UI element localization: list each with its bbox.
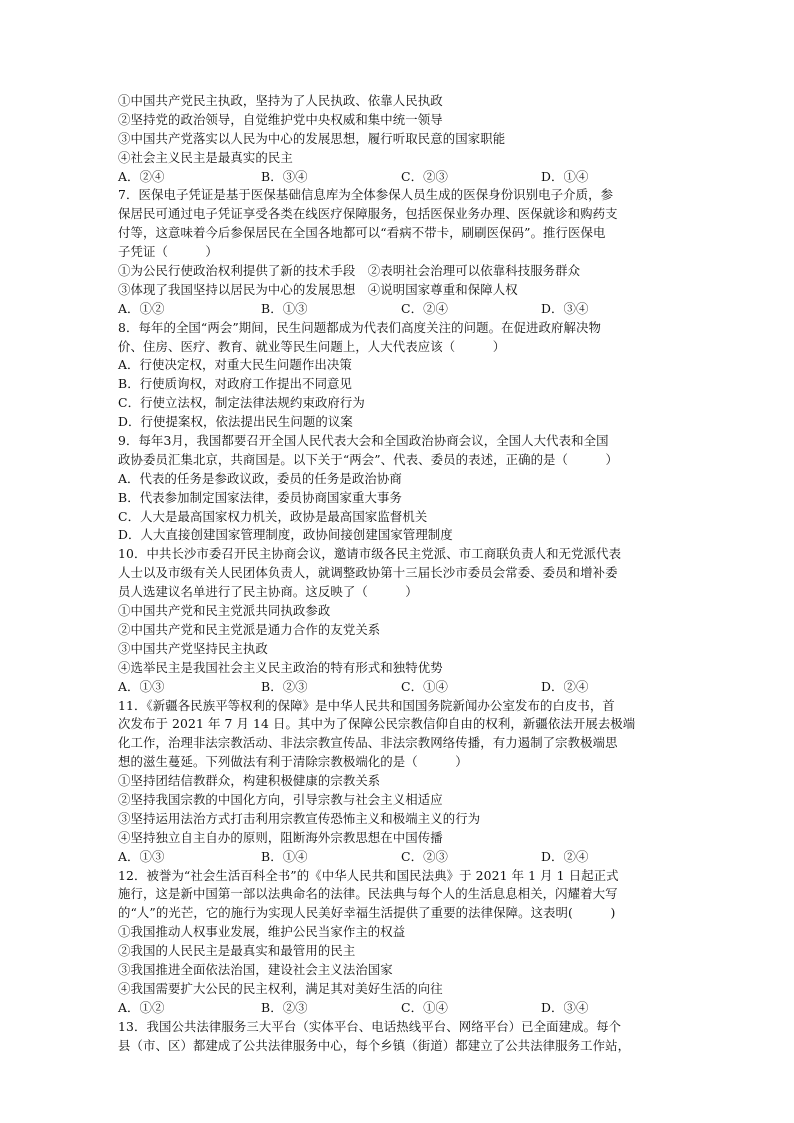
statement: ④我国需要扩大公民的民主权利，满足其对美好生活的向往 <box>118 980 443 996</box>
question-11-options <box>118 848 678 867</box>
option-c: C．①④ <box>401 999 449 1015</box>
statement: ②坚持党的政治领导，自觉维护党中央权威和集中统一领导 <box>118 111 443 127</box>
question-7-options <box>118 300 678 319</box>
question-7 <box>118 186 678 318</box>
option-d: D．②④ <box>541 678 589 694</box>
question-10-options <box>118 678 678 697</box>
statement: ①中国共产党民主执政，坚持为了人民执政、依靠人民执政 <box>118 93 443 108</box>
question-13 <box>118 1018 678 1056</box>
question-stem-line: 子凭证（ ） <box>118 244 218 260</box>
choice: B．行使质询权，对政府工作提出不同意见 <box>118 376 353 392</box>
question-12-options <box>118 999 678 1018</box>
question-12 <box>118 867 678 1018</box>
question-stem-line: 付等，这意味着今后参保居民在全国各地都可以“看病不带卡，刷刷医保码”。推行医保电 <box>118 225 606 241</box>
question-stem-line: 施行，这是新中国第一部以法典命名的法律。民法典与每个人的生活息息相关，闪耀着大写 <box>118 886 618 902</box>
question-stem-line: 10．中共长沙市委召开民主协商会议，邀请市级各民主党派、市工商联负责人和无党派代表 <box>118 546 622 562</box>
statement: ①中国共产党和民主党派共同执政参政 <box>118 603 331 619</box>
choice: A．代表的任务是参政议政，委员的任务是政治协商 <box>118 470 402 486</box>
option-c: C．①④ <box>401 678 449 694</box>
option-c: C．②④ <box>401 300 449 316</box>
question-6-options <box>118 168 678 187</box>
choice: D．行使提案权，依法提出民生问题的议案 <box>118 414 353 430</box>
statement: ②我国的人民民主是最真实和最管用的民主 <box>118 943 356 959</box>
choice: A．行使决定权，对重大民生问题作出决策 <box>118 357 352 373</box>
option-d: D．①④ <box>541 168 589 184</box>
statement: ①为公民行使政治权利提供了新的技术手段 ②表明社会治理可以依靠科技服务群众 <box>118 263 581 279</box>
option-b: B．③④ <box>261 168 308 184</box>
statement: ③中国共产党落实以人民为中心的发展思想，履行听取民意的国家职能 <box>118 130 506 146</box>
choice: C．人大是最高国家权力机关，政协是最高国家监督机关 <box>118 508 428 524</box>
question-stem-line: 的“人”的光芒，它的施行为实现人民美好幸福生活提供了重要的法律保障。这表明( ) <box>118 905 616 921</box>
question-stem-line: 员人选建议名单进行了民主协商。这反映了（ ） <box>118 584 418 600</box>
statement: ①坚持团结信教群众，构建积极健康的宗教关系 <box>118 773 381 789</box>
choice: B．代表参加制定国家法律，委员协商国家重大事务 <box>118 489 402 505</box>
option-b: B．②③ <box>261 999 308 1015</box>
question-stem-line: 化工作，治理非法宗教活动、非法宗教宣传品、非法宗教网络传播，有力遏制了宗教极端思 <box>118 735 618 751</box>
question-stem-line: 价、住房、医疗、教育、就业等民生问题上，人大代表应该（ ） <box>118 338 506 354</box>
question-11 <box>118 697 678 867</box>
choice: D．人大直接创建国家管理制度，政协间接创建国家管理制度 <box>118 527 453 543</box>
statement: ②中国共产党和民主党派是通力合作的友党关系 <box>118 621 381 637</box>
option-d: D．②④ <box>541 848 589 864</box>
question-stem-line: 保居民可通过电子凭证享受各类在线医疗保障服务，包括医保业务办理、医保就诊和购药支 <box>118 206 618 222</box>
option-d: D．③④ <box>541 999 589 1015</box>
question-stem-line: 人士以及市级有关人民团体负责人，就调整政协第十三届长沙市委员会常委、委员和增补委 <box>118 565 618 581</box>
option-a: A．①③ <box>118 678 165 694</box>
question-6-statements <box>118 92 678 168</box>
exam-page <box>118 92 678 1055</box>
option-c: C．②③ <box>401 168 449 184</box>
question-stem-line: 12．被誉为“社会生活百科全书”的《中华人民共和国民法典》于 2021 年 1 月 1 日起正式 <box>118 867 619 883</box>
question-stem-line: 9．每年3月，我国都要召开全国人民代表大会和全国政治协商会议，全国人大代表和全国 <box>118 433 609 449</box>
question-stem-line: 县（市、区）都建成了公共法律服务中心，每个乡镇（街道）都建立了公共法律服务工作站， <box>118 1037 631 1053</box>
question-stem-line: 想的滋生蔓延。下列做法有利于清除宗教极端化的是（ ） <box>118 754 468 770</box>
question-stem-line: 7．医保电子凭证是基于医保基础信息库为全体参保人员生成的医保身份识别电子介质，参 <box>118 187 614 203</box>
question-stem-line: 8．每年的全国“两会”期间，民生问题都成为代表们高度关注的问题。在促进政府解决物 <box>118 319 602 335</box>
question-stem-line: 13．我国公共法律服务三大平台（实体平台、电话热线平台、网络平台）已全面建成。每个 <box>118 1018 622 1034</box>
statement: ④选举民主是我国社会主义民主政治的特有形式和独特优势 <box>118 659 443 675</box>
statement: ①我国推动人权事业发展，维护公民当家作主的权益 <box>118 924 406 940</box>
statement: ③坚持运用法治方式打击利用宗教宣传恐怖主义和极端主义的行为 <box>118 810 481 826</box>
statement: ③我国推进全面依法治国，建设社会主义法治国家 <box>118 961 393 977</box>
option-c: C．②③ <box>401 848 449 864</box>
question-stem-line: 11．《新疆各民族平等权利的保障》是中华人民共和国国务院新闻办公室发布的白皮书，首 <box>118 697 615 713</box>
question-9 <box>118 432 678 545</box>
option-a: A．①② <box>118 300 165 316</box>
option-b: B．①③ <box>261 300 308 316</box>
question-stem-line: 次发布于 2021 年 7 月 14 日。其中为了保障公民宗教信仰自由的权利，新疆依法开展去极端 <box>118 716 636 732</box>
question-8 <box>118 319 678 432</box>
option-a: A．①③ <box>118 848 165 864</box>
question-stem-line: 政协委员汇集北京，共商国是。以下关于“两会”、代表、委员的表述，正确的是（ ） <box>118 451 619 467</box>
choice: C．行使立法权，制定法律法规约束政府行为 <box>118 395 365 411</box>
option-b: B．②③ <box>261 678 308 694</box>
statement: ④坚持独立自主自办的原则，阻断海外宗教思想在中国传播 <box>118 829 443 845</box>
option-b: B．①④ <box>261 848 308 864</box>
statement: ④社会主义民主是最真实的民主 <box>118 149 293 165</box>
statement: ③体现了我国坚持以居民为中心的发展思想 ④说明国家尊重和保障人权 <box>118 281 518 297</box>
statement: ②坚持我国宗教的中国化方向，引导宗教与社会主义相适应 <box>118 791 443 807</box>
option-a: A．②④ <box>118 168 165 184</box>
option-a: A．①② <box>118 999 165 1015</box>
option-d: D．③④ <box>541 300 589 316</box>
question-10 <box>118 545 678 696</box>
statement: ③中国共产党坚持民主执政 <box>118 640 268 656</box>
